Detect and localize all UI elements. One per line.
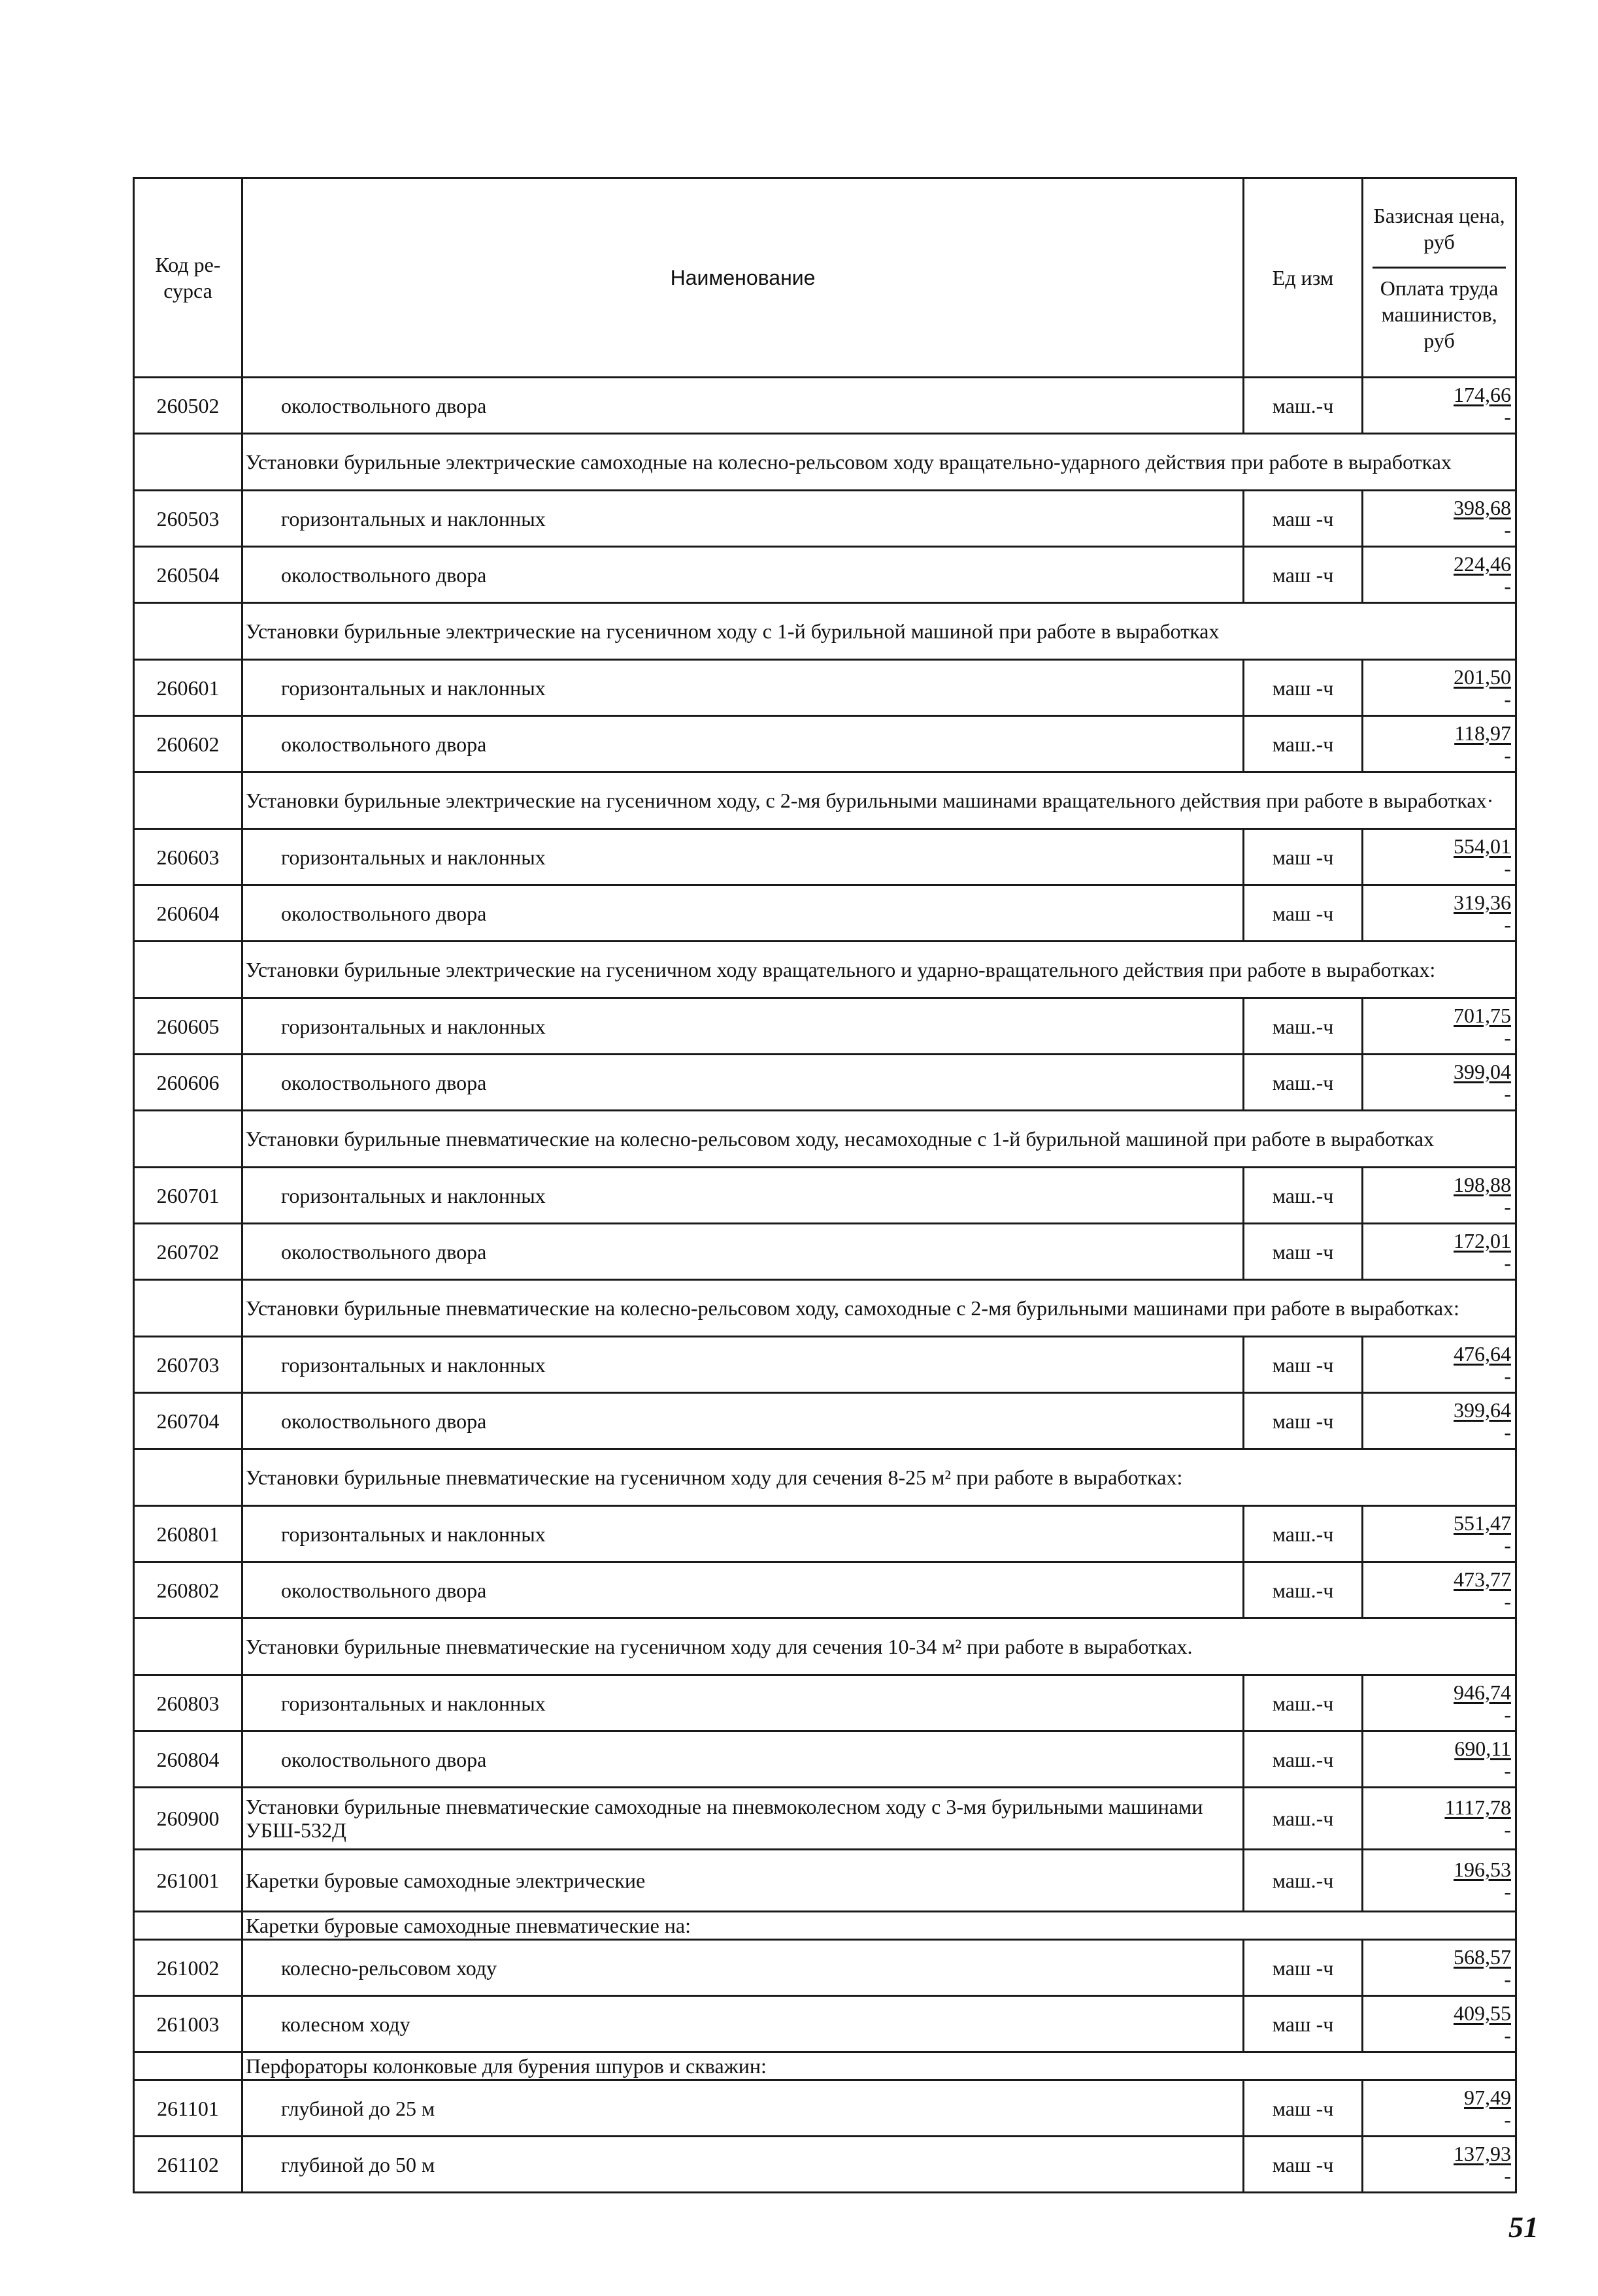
- group-heading-row: [134, 942, 1516, 998]
- group-heading: Установки бурильные электрические на гусеничном ходу, с 2-мя бурильными машинами вращательного действия при работе в выработках·: [242, 772, 1516, 829]
- base-price: 399,64: [1454, 1398, 1511, 1422]
- table-row: [134, 1996, 1516, 2052]
- header-price-labor: Оплата труда машинистов, руб: [1380, 276, 1499, 352]
- base-price: 198,88: [1454, 1172, 1511, 1196]
- group-heading-row: [134, 2052, 1516, 2080]
- resource-code: 260804: [134, 1731, 242, 1788]
- table-row: [134, 1850, 1516, 1912]
- resource-name: горизонтальных и наклонных: [242, 660, 1244, 716]
- resource-price-cell: [1363, 1562, 1516, 1618]
- group-code-cell: [134, 2052, 242, 2080]
- labor-price: -: [1504, 1081, 1511, 1106]
- resource-name: Каретки буровые самоходные электрические: [242, 1850, 1244, 1912]
- resource-code: 260606: [134, 1055, 242, 1111]
- resource-code: 261101: [134, 2080, 242, 2137]
- resource-price-cell: [1363, 547, 1516, 603]
- resource-unit: маш.-ч: [1244, 1562, 1363, 1618]
- resource-name: околоствольного двора: [242, 1562, 1244, 1618]
- resource-unit: маш.-ч: [1244, 378, 1363, 434]
- resource-code: 260701: [134, 1168, 242, 1224]
- resource-code: 260900: [134, 1788, 242, 1850]
- group-code-cell: [134, 942, 242, 998]
- table-row: [134, 1168, 1516, 1224]
- resource-unit: маш -ч: [1244, 1940, 1363, 1996]
- resource-price-cell: [1363, 1940, 1516, 1996]
- group-heading: Установки бурильные пневматические на колесно-рельсовом ходу, несамоходные с 1-й бурильной машиной при работе в выработках: [242, 1111, 1516, 1168]
- labor-price: -: [1504, 856, 1511, 880]
- resource-price-cell: [1363, 491, 1516, 547]
- resource-price-cell: [1363, 1506, 1516, 1562]
- group-code-cell: [134, 1912, 242, 1940]
- base-price: 196,53: [1454, 1858, 1511, 1881]
- resource-price-cell: [1363, 829, 1516, 885]
- group-heading-row: [134, 1280, 1516, 1337]
- group-heading: Установки бурильные пневматические на гусеничном ходу для сечения 10-34 м² при работе в выработках.: [242, 1618, 1516, 1675]
- base-price: 551,47: [1454, 1511, 1511, 1535]
- table-row: [134, 885, 1516, 942]
- resource-code: 260504: [134, 547, 242, 603]
- resource-name: горизонтальных и наклонных: [242, 829, 1244, 885]
- labor-price: -: [1504, 912, 1511, 936]
- resource-price-cell: [1363, 885, 1516, 942]
- header-unit: Ед изм: [1244, 178, 1363, 378]
- table-row: [134, 378, 1516, 434]
- resource-name: Установки бурильные пневматические самоходные на пневмоколесном ходу с 3-мя бурильными машинами УБШ-532Д: [242, 1788, 1244, 1850]
- resource-code: 260801: [134, 1506, 242, 1562]
- table-body: [134, 378, 1516, 2193]
- resource-name: горизонтальных и наклонных: [242, 1506, 1244, 1562]
- header-name: Наименование: [242, 178, 1244, 378]
- base-price: 174,66: [1454, 382, 1511, 406]
- resource-price-cell: [1363, 1168, 1516, 1224]
- base-price: 319,36: [1454, 890, 1511, 914]
- labor-price: -: [1504, 517, 1511, 542]
- base-price: 224,46: [1454, 551, 1511, 576]
- base-price: 399,04: [1454, 1059, 1511, 1083]
- labor-price: -: [1504, 2023, 1511, 2047]
- labor-price: -: [1504, 1702, 1511, 1726]
- resource-price-cell: [1363, 1224, 1516, 1280]
- table-header-row: [134, 178, 1516, 378]
- labor-price: -: [1504, 1194, 1511, 1219]
- resource-name: околоствольного двора: [242, 547, 1244, 603]
- labor-price: -: [1504, 1758, 1511, 1782]
- base-price: 946,74: [1454, 1680, 1511, 1704]
- resource-unit: маш -ч: [1244, 1337, 1363, 1393]
- resource-price-cell: [1363, 1996, 1516, 2052]
- resource-unit: маш -ч: [1244, 2137, 1363, 2193]
- group-heading: Установки бурильные электрические самоходные на колесно-рельсовом ходу вращательно-ударного действия при работе в выработках: [242, 434, 1516, 491]
- resource-price-cell: [1363, 1393, 1516, 1449]
- base-price: 473,77: [1454, 1567, 1511, 1591]
- resource-unit: маш.-ч: [1244, 1055, 1363, 1111]
- table-row: [134, 1224, 1516, 1280]
- group-heading-row: [134, 434, 1516, 491]
- resource-code: 260703: [134, 1337, 242, 1393]
- resource-price-cell: [1363, 1055, 1516, 1111]
- resource-unit: маш.-ч: [1244, 1731, 1363, 1788]
- header-code: Код ре- сурса: [134, 178, 242, 378]
- base-price: 97,49: [1464, 2085, 1511, 2109]
- resource-price-cell: [1363, 378, 1516, 434]
- labor-price: -: [1504, 1818, 1511, 1841]
- base-price: 137,93: [1454, 2141, 1511, 2165]
- table-row: [134, 1506, 1516, 1562]
- table-row: [134, 998, 1516, 1055]
- resource-unit: маш.-ч: [1244, 1850, 1363, 1912]
- labor-price: -: [1504, 743, 1511, 767]
- resource-code: 261102: [134, 2137, 242, 2193]
- table-row: [134, 1675, 1516, 1731]
- labor-price: -: [1504, 2163, 1511, 2188]
- group-heading-row: [134, 603, 1516, 660]
- base-price: 398,68: [1454, 495, 1511, 519]
- resource-code: 260802: [134, 1562, 242, 1618]
- labor-price: -: [1504, 1967, 1511, 1991]
- resource-code: 260603: [134, 829, 242, 885]
- group-code-cell: [134, 1111, 242, 1168]
- resource-name: околоствольного двора: [242, 378, 1244, 434]
- page-number: 51: [1508, 2210, 1539, 2244]
- resource-unit: маш -ч: [1244, 1393, 1363, 1449]
- resource-code: 260702: [134, 1224, 242, 1280]
- resource-name: горизонтальных и наклонных: [242, 1675, 1244, 1731]
- resource-name: колесно-рельсовом ходу: [242, 1940, 1244, 1996]
- group-heading-row: [134, 1912, 1516, 1940]
- header-price: [1363, 178, 1516, 378]
- resource-name: горизонтальных и наклонных: [242, 491, 1244, 547]
- resource-name: околоствольного двора: [242, 1731, 1244, 1788]
- resource-code: 260602: [134, 716, 242, 772]
- table-row: [134, 2080, 1516, 2137]
- table-row: [134, 2137, 1516, 2193]
- resource-unit: маш -ч: [1244, 829, 1363, 885]
- base-price: 554,01: [1454, 834, 1511, 858]
- resource-unit: маш.-ч: [1244, 1168, 1363, 1224]
- labor-price: -: [1504, 404, 1511, 429]
- group-code-cell: [134, 772, 242, 829]
- table-row: [134, 1940, 1516, 1996]
- labor-price: -: [1504, 1025, 1511, 1049]
- group-heading-row: [134, 1449, 1516, 1506]
- resource-code: 261001: [134, 1850, 242, 1912]
- resource-name: околоствольного двора: [242, 1055, 1244, 1111]
- table-row: [134, 1562, 1516, 1618]
- resource-unit: маш -ч: [1244, 2080, 1363, 2137]
- resource-price-table: [133, 177, 1517, 2193]
- resource-unit: маш.-ч: [1244, 1788, 1363, 1850]
- resource-code: 261003: [134, 1996, 242, 2052]
- base-price: 172,01: [1454, 1228, 1511, 1253]
- labor-price: -: [1504, 1533, 1511, 1557]
- base-price: 476,64: [1454, 1341, 1511, 1366]
- base-price: 1117,78: [1444, 1796, 1511, 1819]
- resource-price-cell: [1363, 716, 1516, 772]
- resource-unit: маш -ч: [1244, 1224, 1363, 1280]
- table-row: [134, 660, 1516, 716]
- resource-price-cell: [1363, 1337, 1516, 1393]
- resource-unit: маш.-ч: [1244, 1506, 1363, 1562]
- resource-name: околоствольного двора: [242, 716, 1244, 772]
- resource-unit: маш -ч: [1244, 1996, 1363, 2052]
- resource-price-cell: [1363, 1788, 1516, 1850]
- resource-unit: маш.-ч: [1244, 1675, 1363, 1731]
- resource-price-cell: [1363, 1675, 1516, 1731]
- table-row: [134, 1393, 1516, 1449]
- resource-name: горизонтальных и наклонных: [242, 1168, 1244, 1224]
- labor-price: -: [1504, 1420, 1511, 1444]
- resource-code: 260601: [134, 660, 242, 716]
- group-heading: Установки бурильные пневматические на гусеничном ходу для сечения 8-25 м² при работе в выработках:: [242, 1449, 1516, 1506]
- labor-price: -: [1504, 2107, 1511, 2131]
- group-code-cell: [134, 1449, 242, 1506]
- labor-price: -: [1504, 1880, 1511, 1903]
- resource-code: 260605: [134, 998, 242, 1055]
- resource-name: глубиной до 25 м: [242, 2080, 1244, 2137]
- group-heading: Перфораторы колонковые для бурения шпуров и скважин:: [242, 2052, 1516, 2080]
- table-row: [134, 716, 1516, 772]
- table-row: [134, 1788, 1516, 1850]
- group-code-cell: [134, 1280, 242, 1337]
- resource-unit: маш.-ч: [1244, 998, 1363, 1055]
- resource-price-cell: [1363, 1850, 1516, 1912]
- labor-price: -: [1504, 1364, 1511, 1388]
- group-heading-row: [134, 1111, 1516, 1168]
- table-row: [134, 829, 1516, 885]
- resource-code: 260604: [134, 885, 242, 942]
- group-heading: Установки бурильные электрические на гусеничном ходу с 1-й бурильной машиной при работе в выработках: [242, 603, 1516, 660]
- table-row: [134, 1337, 1516, 1393]
- header-price-base: Базисная цена, руб: [1373, 203, 1506, 269]
- table-row: [134, 1731, 1516, 1788]
- base-price: 701,75: [1454, 1003, 1511, 1027]
- resource-unit: маш -ч: [1244, 547, 1363, 603]
- resource-code: 261002: [134, 1940, 242, 1996]
- group-code-cell: [134, 1618, 242, 1675]
- resource-unit: маш -ч: [1244, 660, 1363, 716]
- table-row: [134, 1055, 1516, 1111]
- resource-name: горизонтальных и наклонных: [242, 1337, 1244, 1393]
- resource-name: околоствольного двора: [242, 1224, 1244, 1280]
- resource-price-cell: [1363, 998, 1516, 1055]
- group-heading: Установки бурильные электрические на гусеничном ходу вращательного и ударно-вращательного действия при работе в выработках:: [242, 942, 1516, 998]
- base-price: 118,97: [1454, 721, 1511, 745]
- group-heading-row: [134, 772, 1516, 829]
- resource-name: околоствольного двора: [242, 885, 1244, 942]
- resource-name: околоствольного двора: [242, 1393, 1244, 1449]
- resource-unit: маш -ч: [1244, 885, 1363, 942]
- resource-name: глубиной до 50 м: [242, 2137, 1244, 2193]
- resource-price-cell: [1363, 2137, 1516, 2193]
- labor-price: -: [1504, 687, 1511, 711]
- group-heading: Каретки буровые самоходные пневматические на:: [242, 1912, 1516, 1940]
- group-heading-row: [134, 1618, 1516, 1675]
- labor-price: -: [1504, 1251, 1511, 1275]
- resource-unit: маш.-ч: [1244, 716, 1363, 772]
- resource-name: колесном ходу: [242, 1996, 1244, 2052]
- group-code-cell: [134, 434, 242, 491]
- resource-code: 260803: [134, 1675, 242, 1731]
- base-price: 409,55: [1454, 2001, 1511, 2025]
- resource-unit: маш -ч: [1244, 491, 1363, 547]
- base-price: 568,57: [1454, 1944, 1511, 1969]
- base-price: 690,11: [1454, 1736, 1511, 1760]
- resource-name: горизонтальных и наклонных: [242, 998, 1244, 1055]
- resource-code: 260503: [134, 491, 242, 547]
- resource-code: 260704: [134, 1393, 242, 1449]
- resource-price-cell: [1363, 660, 1516, 716]
- labor-price: -: [1504, 1589, 1511, 1613]
- resource-code: 260502: [134, 378, 242, 434]
- base-price: 201,50: [1454, 664, 1511, 689]
- labor-price: -: [1504, 574, 1511, 598]
- table-row: [134, 547, 1516, 603]
- resource-price-cell: [1363, 2080, 1516, 2137]
- group-heading: Установки бурильные пневматические на колесно-рельсовом ходу, самоходные с 2-мя бурильными машинами при работе в выработках:: [242, 1280, 1516, 1337]
- resource-price-cell: [1363, 1731, 1516, 1788]
- group-code-cell: [134, 603, 242, 660]
- table-row: [134, 491, 1516, 547]
